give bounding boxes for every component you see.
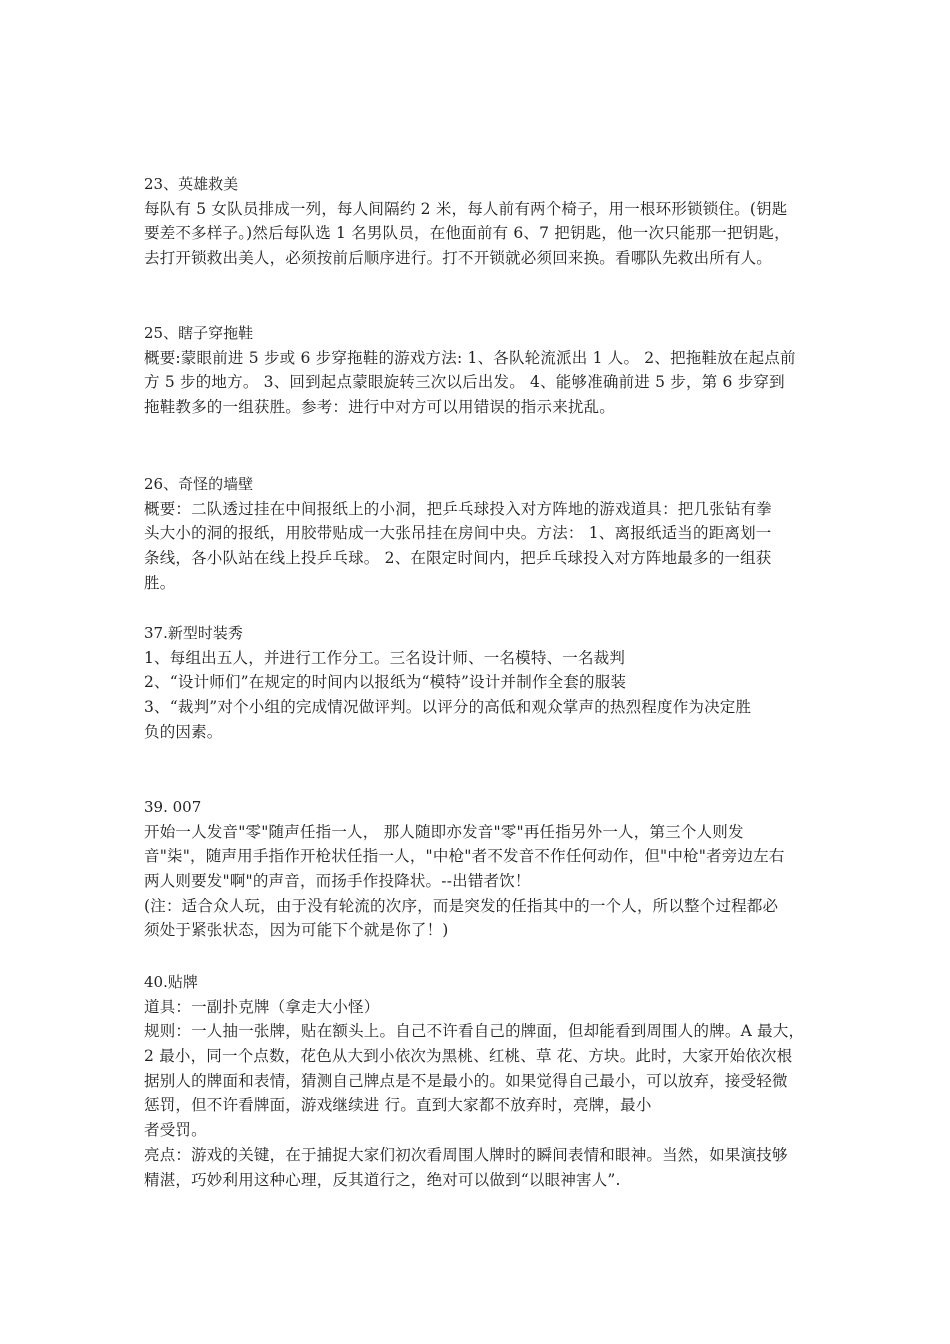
paragraph-line: 1、每组出五人，并进行工作分工。三名设计师、一名模特、一名裁判 (144, 648, 626, 667)
paragraph-line: 2、“设计师们”在规定的时间内以报纸为“模特”设计并制作全套的服装 (144, 673, 627, 692)
paragraph-line: 概要：二队透过挂在中间报纸上的小洞，把乒乓球投入对方阵地的游戏道具：把几张钻有拳 (144, 499, 773, 518)
paragraph-line: 胜。 (144, 573, 176, 592)
section-26 (144, 472, 812, 595)
paragraph-line: 每队有 5 女队员排成一列，每人间隔约 2 米，每人前有两个椅子，用一根环形锁锁住。(钥匙 (144, 199, 788, 218)
paragraph-line: (注：适合众人玩，由于没有轮流的次序，而是突发的任指其中的一个人，所以整个过程都必 (144, 896, 779, 915)
paragraph-line: 2 最小，同一个点数，花色从大到小依次为黑桃、红桃、草 花、方块。此时，大家开始依次根 (144, 1047, 793, 1066)
paragraph-line: 亮点：游戏的关键，在于捕捉大家们初次看周围人牌时的瞬间表情和眼神。当然，如果演技够 (144, 1145, 788, 1164)
paragraph-line: 条线，各小队站在线上投乒乓球。 2、在限定时间内，把乒乓球投入对方阵地最多的一组获 (144, 549, 772, 568)
paragraph-line: 两人则要发"啊"的声音，而扬手作投降状。--出错者饮！ (144, 872, 531, 891)
section-37 (144, 621, 812, 744)
paragraph-line: 3、“裁判”对个小组的完成情况做评判。以评分的高低和观众掌声的热烈程度作为决定胜 (144, 698, 752, 717)
paragraph-line: 精湛，巧妙利用这种心理，反其道行之，绝对可以做到“以眼神害人”. (144, 1170, 621, 1189)
paragraph-line: 据别人的牌面和表情，猜测自己牌点是不是最小的。如果觉得自己最小，可以放弃，接受轻微 (144, 1071, 788, 1090)
section-heading: 26、奇怪的墙壁 (144, 475, 254, 493)
paragraph-line: 拖鞋教多的一组获胜。参考：进行中对方可以用错误的指示来扰乱。 (144, 398, 616, 417)
paragraph-line: 音"柒"，随声用手指作开枪状任指一人，"中枪"者不发音不作任何动作，但"中枪"者旁边左右 (144, 847, 785, 866)
paragraph-line: 负的因素。 (144, 722, 223, 741)
paragraph-line: 开始一人发音"零"随声任指一人， 那人随即亦发音"零"再任指另外一人，第三个人则发 (144, 822, 744, 841)
paragraph-line: 要差不多样子。)然后每队选 1 名男队员，在他面前有 6、7 把钥匙，他一次只能那一把钥匙， (144, 224, 790, 243)
section-heading: 37.新型时装秀 (144, 624, 243, 642)
section-heading: 25、瞎子穿拖鞋 (144, 324, 254, 342)
section-heading: 23、英雄救美 (144, 175, 239, 193)
section-40 (144, 970, 812, 1192)
paragraph-line: 头大小的洞的报纸，用胶带贴成一大张吊挂在房间中央。方法： 1、离报纸适当的距离划一 (144, 524, 772, 543)
section-25 (144, 321, 812, 420)
paragraph-line: 须处于紧张状态，因为可能下个就是你了！) (144, 921, 449, 940)
paragraph-line: 道具：一副扑克牌（拿走大小怪） (144, 997, 380, 1016)
paragraph-line: 惩罚，但不许看牌面，游戏继续进 行。直到大家都不放弃时，亮牌，最小 (144, 1096, 652, 1115)
paragraph-line: 去打开锁救出美人，必须按前后顺序进行。打不开锁就必须回来换。看哪队先救出所有人。 (144, 249, 773, 268)
section-23 (144, 172, 812, 271)
section-heading: 40.贴牌 (144, 973, 198, 991)
paragraph-line: 规则：一人抽一张牌，贴在额头上。自己不许看自己的牌面，但却能看到周围人的牌。A 最大， (144, 1022, 805, 1041)
paragraph-line: 者受罚。 (144, 1121, 207, 1140)
paragraph-line: 概要:蒙眼前进 5 步或 6 步穿拖鞋的游戏方法: 1、各队轮流派出 1 人。 2、把拖鞋放在起点前 (144, 348, 796, 367)
section-heading: 39. 007 (144, 798, 202, 816)
section-39 (144, 795, 812, 943)
paragraph-line: 方 5 步的地方。 3、回到起点蒙眼旋转三次以后出发。 4、能够准确前进 5 步，第 6 步穿到 (144, 373, 785, 392)
